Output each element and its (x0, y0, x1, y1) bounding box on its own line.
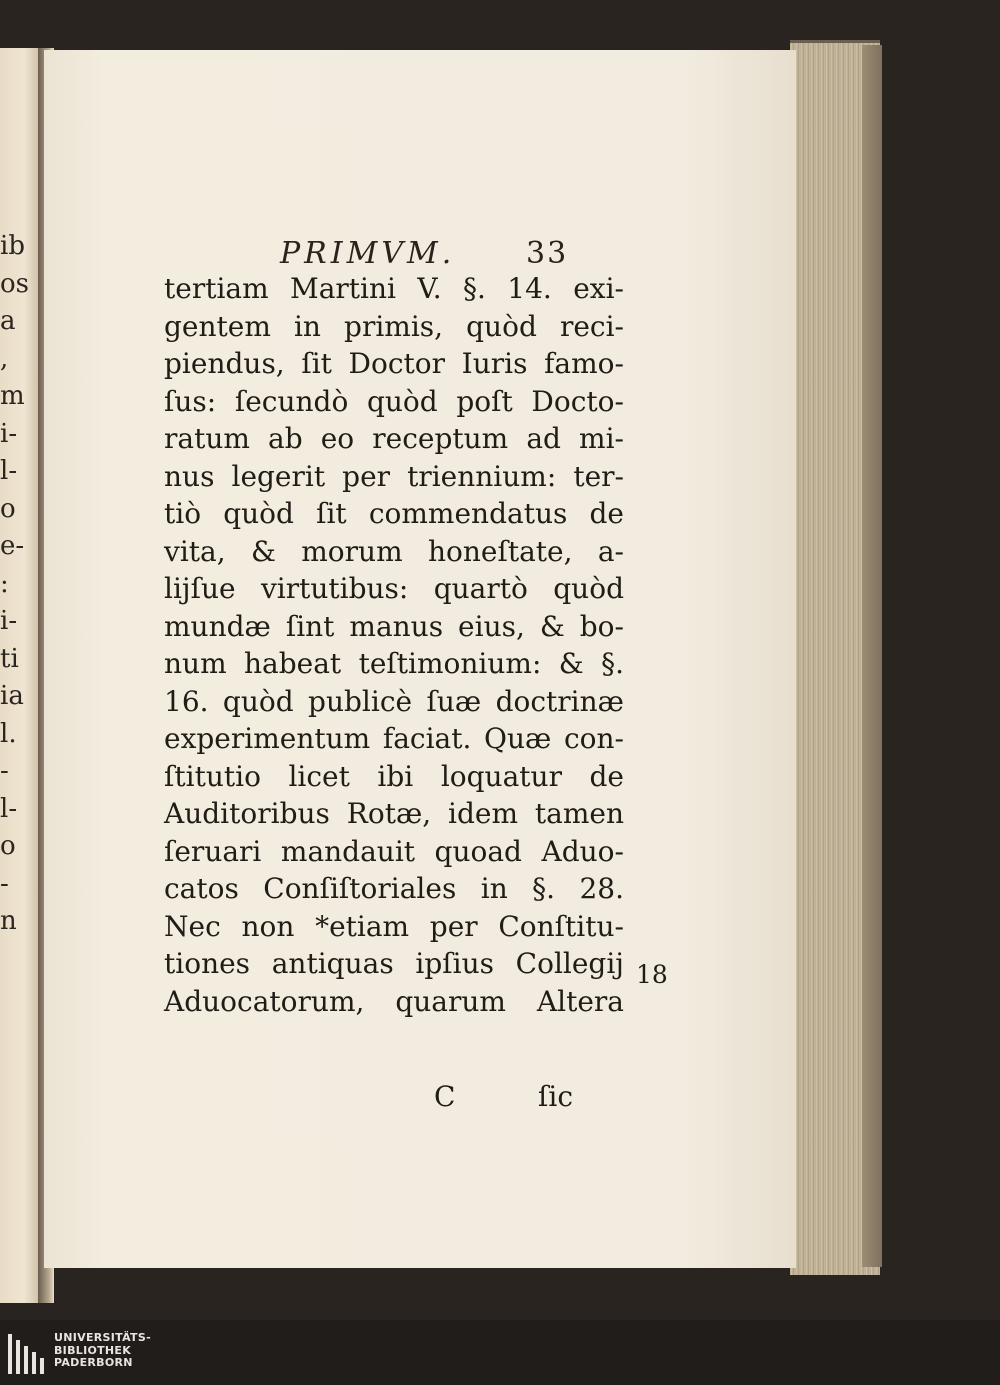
left-page-fragment: l. (0, 718, 17, 749)
text-line: ſus: ſecundò quòd poſt Docto- (164, 384, 624, 418)
left-page-fragment: , (0, 343, 9, 374)
page-number: 33 (526, 236, 569, 271)
left-page-fragment: a (0, 306, 16, 336)
left-page-fragment: : (0, 568, 9, 599)
left-page-fragment: - (0, 756, 9, 786)
text-line: Nec non *etiam per Conſtitu- (164, 909, 624, 943)
left-page-fragment: ib (0, 231, 25, 261)
text-line: mundæ ſint manus eius, & bo- (164, 609, 624, 643)
left-page-fragment: i- (0, 606, 18, 636)
text-line: num habeat teſtimonium: & §. (164, 647, 624, 680)
library-name-line-1: UNIVERSITÄTS- (54, 1331, 151, 1344)
left-page-fragment: m (0, 381, 25, 411)
text-line: tertiam Martini V. §. 14. exi- (164, 272, 624, 305)
library-logo-icon (8, 1334, 48, 1374)
catchword: ſic (538, 1080, 573, 1113)
library-name (54, 1332, 151, 1370)
text-line: vita, & morum honeſtate, a- (164, 534, 624, 568)
previous-page-sliver (0, 48, 40, 1303)
left-page-fragment: n (0, 906, 17, 936)
library-name-line-3: PADERBORN (54, 1356, 133, 1369)
text-line: catos Conſiſtoriales in §. 28. (164, 872, 624, 905)
cover-edge (862, 45, 882, 1267)
text-line: ſtitutio licet ibi loquatur de (164, 759, 624, 793)
left-page-fragment: l- (0, 793, 18, 824)
left-page-fragment: o (0, 493, 16, 524)
footer-bar (0, 1320, 1000, 1385)
left-page-fragment: - (0, 868, 9, 899)
text-line: piendus, ſit Doctor Iuris famo- (164, 347, 624, 380)
text-line: ſeruari mandauit quoad Aduo- (164, 834, 624, 868)
left-page-fragment: ia (0, 681, 24, 711)
text-line: ratum ab eo receptum ad mi- (164, 422, 624, 455)
text-line: Aduocatorum, quarum Altera (164, 984, 624, 1018)
left-page-fragment: i- (0, 418, 18, 449)
book-page (44, 50, 796, 1268)
text-line: lijſue virtutibus: quartò quòd (164, 572, 624, 605)
signature-mark: C (434, 1080, 456, 1113)
text-line: tiones antiquas ipſius Collegij (164, 947, 624, 980)
text-line: gentem in primis, quòd reci- (164, 309, 624, 343)
catchwords (434, 1080, 584, 1120)
text-line: nus legerit per triennium: ter- (164, 459, 624, 493)
body-text (164, 270, 624, 1020)
text-line: tiò quòd ſit commendatus de (164, 497, 624, 530)
left-page-fragment: ti (0, 643, 19, 674)
left-page-fragment: o (0, 831, 16, 861)
text-line: experimentum faciat. Quæ con- (164, 722, 624, 755)
left-page-fragment: os (0, 268, 29, 299)
library-name-line-2: BIBLIOTHEK (54, 1343, 132, 1357)
left-page-fragment: l- (0, 456, 18, 486)
running-head-title: PRIMVM. (280, 236, 456, 271)
margin-note: 18 (636, 960, 668, 989)
text-line: 16. quòd publicè ſuæ doctrinæ (164, 684, 624, 718)
left-page-fragment: e- (0, 531, 25, 561)
text-line: Auditoribus Rotæ, idem tamen (164, 797, 624, 830)
